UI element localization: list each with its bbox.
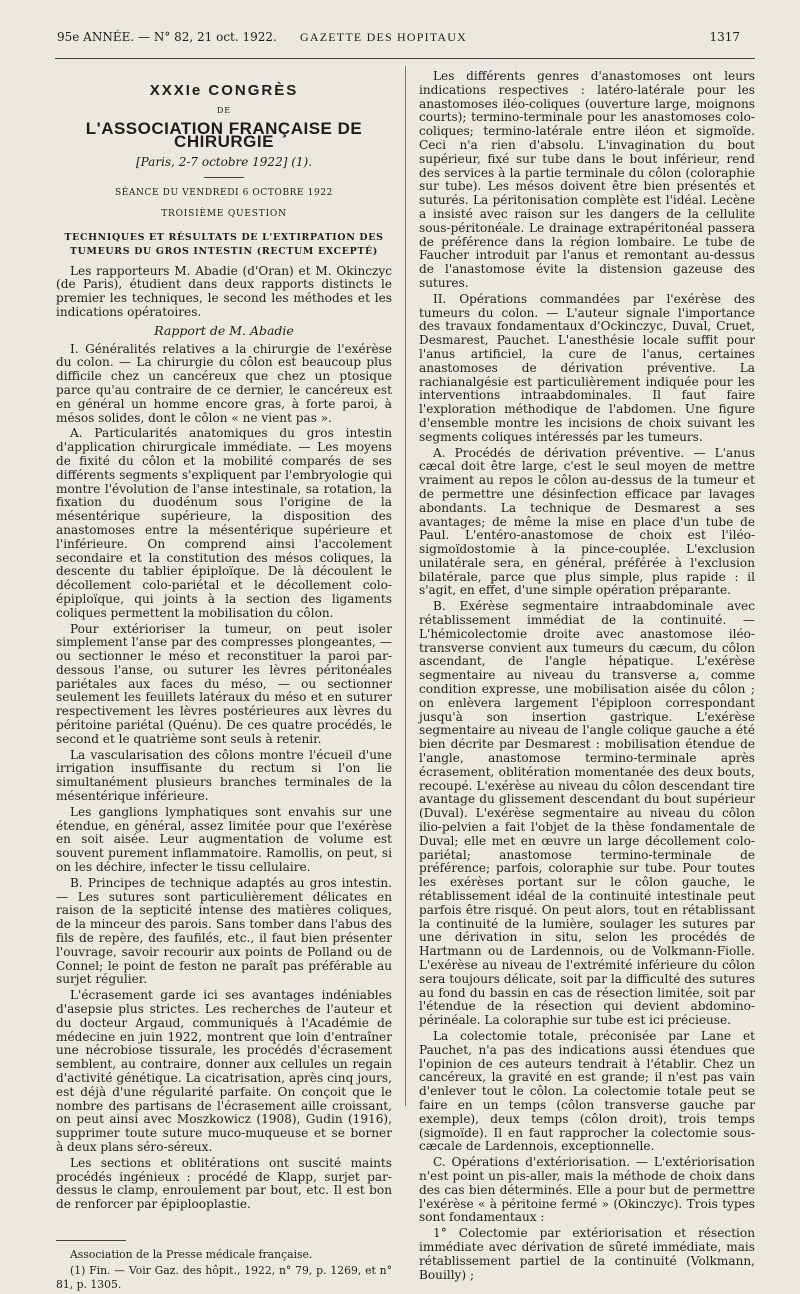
session-heading: SÉANCE DU VENDREDI 6 OCTOBRE 1922 [115, 187, 333, 198]
report-heading: Rapport de M. Abadie [154, 322, 294, 338]
paragraph: I. Généralités relatives a la chirurgie de l'exérèse du colon. — La chirurgie du côlon est beaucoup plus difficile chez un cancéreux que chez un ptosique parce qu'au contraire de ce dernier, le cancéreux est en général un homme encore gras, à forte paroi, à mésos solides, dont le côlon « ne vient pas ». [56, 341, 392, 425]
paragraph: L'écrasement garde ici ses avantages indéniables d'asepsie plus strictes. Les recherches de l'auteur et du docteur Argaud, communiqués à l'Académie de médecine en juin 1922, montrent que loin d'entraîner une nécrobiose tissurale, les procédés d'écrasement semblent, au contraire, donner aux cellules un regain d'activité génétique. La cicatrisation, après cinq jours, est déjà d'une régularité parfaite. On conçoit que le nombre des partisans de l'écrasement aille croissant, on peut ainsi avec Moszkowicz (1908), Gudin (1916), supprimer toute suture muco-muqueuse et se borner à deux plans séro-séreux. [56, 988, 392, 1154]
paragraph: La vascularisation des côlons montre l'écueil d'une irrigation insuffisante du rectum si l'on lie simultanément plusieurs branches terminales de la mésentérique inférieure. [56, 747, 392, 804]
footnote-rule [56, 1240, 126, 1241]
title-separator [204, 177, 244, 178]
paragraph: Les ganglions lymphatiques sont envahis sur une étendue, en général, assez limitée pour que l'exérèse en soit aisée. Leur augmentation de volume est souvent purement inflammatoire. Ramollis, on peut, si on les déchire, infecter le tissu cellulaire. [56, 804, 392, 875]
paragraph: La colectomie totale, préconisée par Lane et Pauchet, n'a pas des indications aussi étendues que l'opinion de ces auteurs tendrait à l'établir. Chez un cancéreux, la gravité en est grande; il n'est pas vain d'enlever tout le côlon. La colectomie totale peut se faire en un temps (côlon transverse gauche par exemple), deux temps (côlon droit), trois temps (sigmoïde). Il en faut rapprocher la colectomie sous-cæcale de Lardennois, exceptionnelle. [419, 1028, 755, 1154]
left-column [56, 70, 392, 1294]
question-heading: TROISIÈME QUESTION [161, 208, 287, 219]
paragraph: 1° Colectomie par extériorisation et résection immédiate avec dérivation de sûreté immédiate, mais rétablissement partiel de la continuité (Volkmann, Bouilly) ; [419, 1226, 755, 1282]
right-column [419, 70, 755, 1284]
header-rule [55, 58, 755, 59]
paragraph: A. Procédés de dérivation préventive. — L'anus cæcal doit être large, c'est le seul moyen de mettre vraiment au repos le côlon au-dessus de la tumeur et de permettre une désinfection efficace par lavages abondants. La technique de Desmarest a ses avantages; de même la mise en place d'un tube de Paul. L'entéro-anastomose de choix est l'iléo-sigmoïdostomie à la pince-couplée. L'exclusion unilatérale sera, en général, préférée à l'exclusion bilatérale, parce que plus simple, plus rapide : il s'agit, en effet, d'une simple opération préparante. [419, 445, 755, 598]
association-title: L'ASSOCIATION FRANÇAISE DE CHIRURGIE [85, 118, 363, 152]
paragraph: Les sections et oblitérations ont suscité maints procédés ingénieux : procédé de Klapp, surjet par-dessus le clamp, enroulement par bout, etc. Il est bon de renforcer par épiplooplastie. [56, 1155, 392, 1212]
issue-info: 95e ANNÉE. — N° 82, 21 oct. 1922. [57, 30, 277, 44]
place-date: [Paris, 2-7 octobre 1922] (1). [135, 155, 313, 170]
article-subtitle: TECHNIQUES ET RÉSULTATS DE L'EXTIRPATION DES TUMEURS DU GROS INTESTIN (RECTUM EXCEPTÉ) [64, 231, 384, 257]
paragraph: B. Exérèse segmentaire intraabdominale avec rétablissement immédiat de la continuité. — L'hémicolectomie droite avec anastomose iléo-transverse convient aux tumeurs du cæcum, du côlon ascendant, de l'angle hépatique. L'exérèse segmentaire au niveau du transverse a, comme condition expresse, une mobilisation aisée du côlon ; on enlèvera largement l'épiploon correspondant jusqu'à son insertion gastrique. L'exérèse segmentaire au niveau de l'angle colique gauche a été bien décrite par Desmarest : mobilisation étendue de l'angle, anastomose termino-terminale après écrasement, oblitération momentanée des deux bouts, recoupé. L'exérèse au niveau du côlon descendant tire avantage du glissement descendant du bout supérieur (Duval). L'exérèse segmentaire au niveau du côlon ilio-pelvien a fait l'objet de la thèse fondamentale de Duval; elle met en œuvre un large décollement colo-pariétal; anastomose termino-terminale de préférence; parfois, coloraphie sur tube. Pour toutes les exérèses portant sur le côlon gauche, le rétablissement idéal de la continuité intestinale peut parfois être risqué. On peut alors, tout en rétablissant la continuité de la lumière, soulager les sutures par une dérivation in situ, selon les procédés de Hartmann ou de Lardennois, ou de Volkmann-Fiolle. L'exérèse au niveau de l'extrémité inférieure du côlon sera toujours délicate, soit par la difficulté des sutures au fond du bassin en cas de résection limitée, soit par l'étendue de la résection qui devient abdomino-périnéale. La coloraphie sur tube est ici précieuse. [419, 599, 755, 1028]
intro-paragraph: Les rapporteurs M. Abadie (d'Oran) et M. Okinczyc (de Paris), étudient dans deux rapports distincts le premier les techniques, le second les méthodes et les indications opératoires. [56, 263, 392, 319]
journal-title: GAZETTE DES HOPITAUX [300, 30, 468, 44]
paragraph: Les différents genres d'anastomoses ont leurs indications respectives : latéro-latérale pour les anastomoses iléo-coliques (ouverture large, moignons courts); termino-terminale pour les anastomoses colo-coliques; termino-latérale entre iléon et sigmoïde. Ceci n'a rien d'absolu. L'invagination du bout supérieur, fixé sur tube dans le bout inférieur, rend des services à la partie terminale du côlon (coloraphie sur tube). Les mésos doivent être bien présentés et suturés. La péritonisation complète est l'idéal. Lecène a insisté avec raison sur les dangers de la cellulite sous-péritonéale. Le drainage extrapéritonéal passera de préférence dans la région lombaire. Le tube de Faucher introduit par l'anus et remontant au-dessus de l'anastomose évite la distension gazeuse des sutures. [419, 69, 755, 290]
paragraph: A. Particularités anatomiques du gros intestin d'application chirurgicale immédiate. — Les moyens de fixité du côlon et la mobilité comparés de ses différents segments s'expliquent par l'embryologie qui montre l'évolution de l'anse intestinale, sa rotation, la fixation du duodénum sous l'origine de la mésentérique supérieure, la disposition des anastomoses entre la mésentérique supérieure et l'inférieure. On comprend ainsi l'accolement secondaire et la constitution des mésos coliques, la descente du tablier épiploïque. De là découlent le décollement colo-pariétal et le décollement colo-épiploïque, qui joints à la section des ligaments coliques permettent la mobilisation du côlon. [56, 426, 392, 620]
column-divider [405, 66, 406, 1106]
congress-title: XXXIe CONGRÈS [149, 82, 299, 99]
page-number: 1317 [709, 30, 740, 44]
paragraph: II. Opérations commandées par l'exérèse des tumeurs du colon. — L'auteur signale l'importance des travaux fondamentaux d'Ockinczyc, Duval, Cruet, Desmarest, Pauchet. L'anesthésie locale suffit pour l'anus artificiel, la cure de l'anus, certaines anastomoses de dérivation préventive. La rachianalgésie est particulièrement indiquée pour les interventions intraabdominales. Il faut faire l'exploration méthodique de l'abdomen. Une figure d'ensemble montre les incisions de choix suivant les segments coliques intéressés par les tumeurs. [419, 291, 755, 444]
footnote: (1) Fin. — Voir Gaz. des hôpit., 1922, n° 79, p. 1269, et n° 81, p. 1305. [56, 1263, 392, 1291]
footnote: Association de la Presse médicale française. [70, 1247, 313, 1261]
title-de: DE [216, 105, 232, 115]
paragraph: B. Principes de technique adaptés au gros intestin. — Les sutures sont particulièrement délicates en raison de la septicité intense des matières coliques, de la minceur des parois. Sans tomber dans l'abus des fils de repère, des faufilés, etc., il faut bien présenter l'ouvrage, savoir recourir aux points de Polland ou de Connel; le point de feston ne paraît pas préférable au surjet régulier. [56, 875, 392, 987]
paragraph: Pour extérioriser la tumeur, on peut isoler simplement l'anse par des compresses plongeantes, — ou sectionner le méso et reconstituer la paroi par-dessous l'anse, ou suturer les lèvres péritonéales pariétales aux faces du méso, — ou sectionner seulement les feuillets latéraux du méso et en suturer respectivement les lèvres postérieures aux lèvres du péritoine pariétal (Quénu). De ces quatre procédés, le second et le quatrième sont seuls à retenir. [56, 621, 392, 746]
running-header [0, 30, 800, 60]
paragraph: C. Opérations d'extériorisation. — L'extériorisation n'est point un pis-aller, mais la méthode de choix dans des cas bien déterminés. Elle a pour but de permettre l'exérèse « à péritoine fermé » (Okinczyc). Trois types sont fondamentaux : [419, 1155, 755, 1225]
